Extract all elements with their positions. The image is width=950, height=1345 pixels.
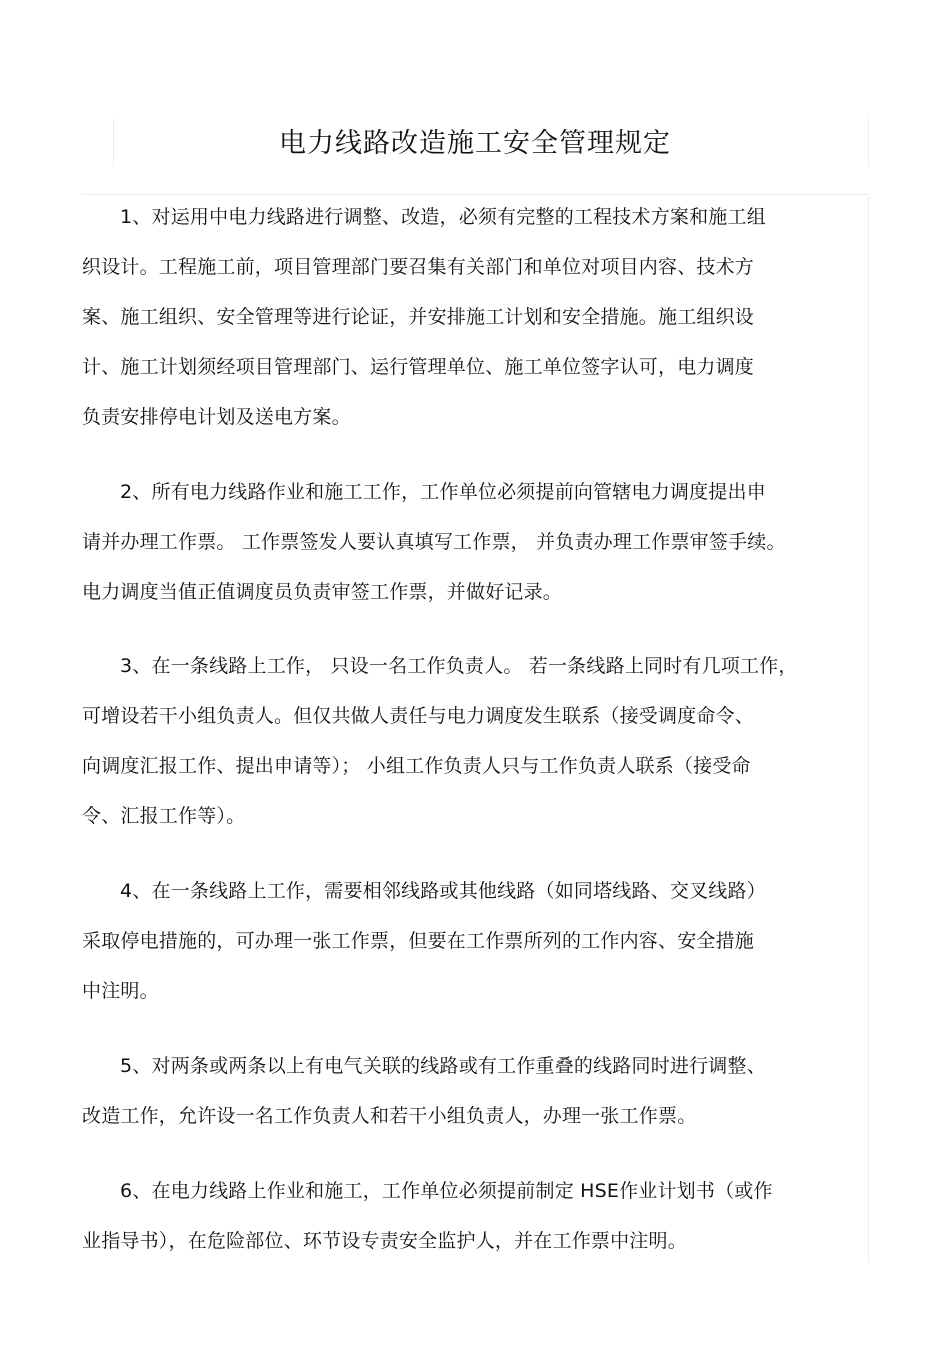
text-line: 5、对两条或两条以上有电气关联的线路或有工作重叠的线路同时进行调整、 [120,1055,766,1077]
text-line: 案、施工组织、安全管理等进行论证，并安排施工计划和安全措施。施工组织设 [82,306,755,328]
frame-line-right-body [868,196,869,1262]
text-line: 4、在一条线路上工作，需要相邻线路或其他线路（如同塔线路、交叉线路） [120,880,766,902]
text-line: 向调度汇报工作、提出申请等）； 小组工作负责人只与工作负责人联系（接受命 [82,755,751,777]
text-line: 改造工作，允许设一名工作负责人和若干小组负责人，办理一张工作票。 [82,1105,697,1127]
text-line: 6、在电力线路上作业和施工，工作单位必须提前制定 HSE作业计划书（或作 [120,1180,773,1202]
text-line: 3、在一条线路上工作， 只设一名工作负责人。 若一条线路上同时有几项工作， [120,655,798,677]
frame-line-horizontal [82,194,869,195]
text-line: 1、对运用中电力线路进行调整、改造，必须有完整的工程技术方案和施工组 [120,206,766,228]
text-line: 计、施工计划须经项目管理部门、运行管理单位、施工单位签字认可，电力调度 [82,356,755,378]
text-line: 令、汇报工作等）。 [82,805,246,827]
text-line: 请并办理工作票。 工作票签发人要认真填写工作票， 并负责办理工作票审签手续。 [82,531,786,553]
text-line: 电力调度当值正值调度员负责审签工作票，并做好记录。 [82,581,563,603]
text-line: 中注明。 [82,980,159,1002]
text-line: 采取停电措施的，可办理一张工作票，但要在工作票所列的工作内容、安全措施 [82,930,755,952]
text-line: 可增设若干小组负责人。但仅共做人责任与电力调度发生联系（接受调度命令、 [82,705,755,727]
text-line: 织设计。工程施工前，项目管理部门要召集有关部门和单位对项目内容、技术方 [82,256,755,278]
text-line: 负责安排停电计划及送电方案。 [82,406,351,428]
page-title: 电力线路改造施工安全管理规定 [279,128,671,159]
text-line: 业指导书），在危险部位、环节设专责安全监护人，并在工作票中注明。 [82,1230,687,1252]
text-line: 2、所有电力线路作业和施工工作，工作单位必须提前向管辖电力调度提出申 [120,481,766,503]
